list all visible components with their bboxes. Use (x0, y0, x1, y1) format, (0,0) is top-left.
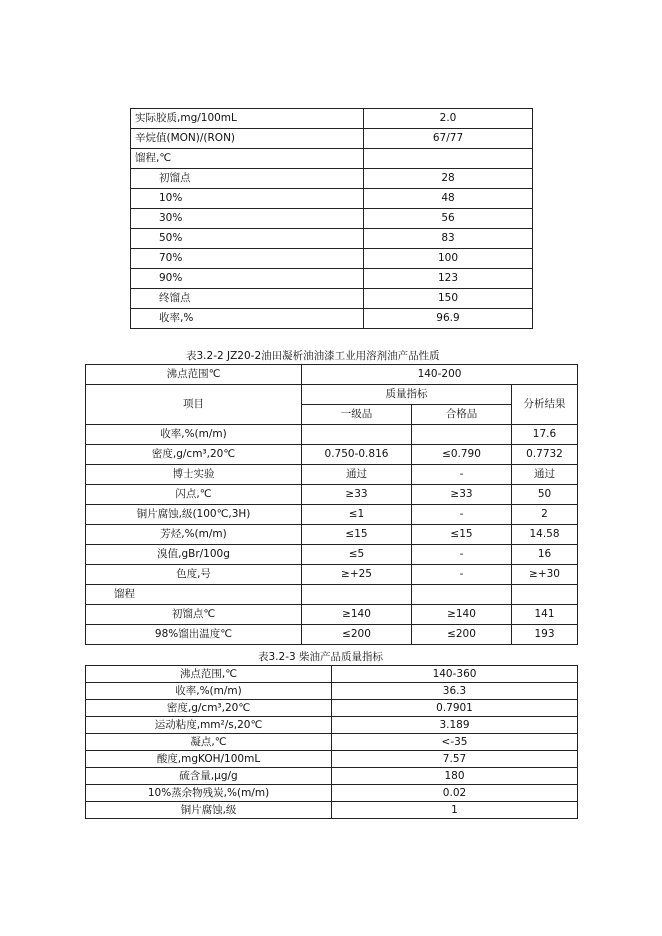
header-grade1: 一级品 (302, 405, 412, 425)
table-row (86, 445, 578, 465)
row-value: 48 (364, 189, 533, 209)
table-row (86, 734, 578, 751)
row-result: ≥+30 (512, 565, 578, 585)
row-item: 30% (131, 209, 364, 229)
row-grade2: ≤15 (412, 525, 512, 545)
table-row (131, 109, 533, 129)
table-row (86, 605, 578, 625)
row-grade1: ≤5 (302, 545, 412, 565)
row-result: 141 (512, 605, 578, 625)
row-value: 83 (364, 229, 533, 249)
row-grade2: - (412, 545, 512, 565)
row-value: 56 (364, 209, 533, 229)
row-grade1: ≥33 (302, 485, 412, 505)
row-item: 密度,g/cm³,20℃ (86, 445, 302, 465)
row-grade2: ≤0.790 (412, 445, 512, 465)
header-item: 项目 (86, 385, 302, 425)
table-row (131, 249, 533, 269)
header-row-1 (86, 385, 578, 405)
table-row (86, 717, 578, 734)
row-item: 50% (131, 229, 364, 249)
row-item: 闪点,℃ (86, 485, 302, 505)
boiling-range-label: 沸点范围℃ (86, 365, 302, 385)
row-item: 10% (131, 189, 364, 209)
table2-caption: 表3.2-2 JZ20-2油田凝析油油漆工业用溶剂油产品性质 (186, 350, 440, 362)
row-grade1: ≥140 (302, 605, 412, 625)
row-grade2: ≥140 (412, 605, 512, 625)
row-item: 馏程,℃ (131, 149, 364, 169)
row-value: 0.02 (332, 785, 578, 802)
row-grade2: ≤200 (412, 625, 512, 645)
row-grade1: ≤15 (302, 525, 412, 545)
row-grade1: ≤1 (302, 505, 412, 525)
row-item: 收率,%(m/m) (86, 683, 332, 700)
row-value: 150 (364, 289, 533, 309)
row-item: 辛烷值(MON)/(RON) (131, 129, 364, 149)
row-item: 70% (131, 249, 364, 269)
row-result: 17.6 (512, 425, 578, 445)
boiling-range-value: 140-200 (302, 365, 578, 385)
row-item: 溴值,gBr/100g (86, 545, 302, 565)
row-grade1: ≤200 (302, 625, 412, 645)
row-result (512, 585, 578, 605)
table-row (86, 545, 578, 565)
table-row (86, 505, 578, 525)
row-result: 193 (512, 625, 578, 645)
table3-caption: 表3.2-3 柴油产品质量指标 (258, 651, 384, 663)
table-row (86, 425, 578, 445)
solvent-oil-properties-table (85, 364, 578, 645)
table-row (131, 269, 533, 289)
row-item: 初馏点℃ (86, 605, 302, 625)
table-row (86, 666, 578, 683)
header-quality: 质量指标 (302, 385, 512, 405)
row-result: 通过 (512, 465, 578, 485)
row-grade2 (412, 585, 512, 605)
row-value: <-35 (332, 734, 578, 751)
row-item: 芳烃,%(m/m) (86, 525, 302, 545)
table-row (86, 683, 578, 700)
row-item: 铜片腐蚀,级 (86, 802, 332, 819)
header-grade2: 合格品 (412, 405, 512, 425)
row-grade2: ≥33 (412, 485, 512, 505)
table-row (86, 785, 578, 802)
diesel-quality-table (85, 665, 578, 819)
row-item: 10%蒸余物残炭,%(m/m) (86, 785, 332, 802)
row-value: 1 (332, 802, 578, 819)
row-grade2: - (412, 465, 512, 485)
table-row (131, 149, 533, 169)
row-item: 色度,号 (86, 565, 302, 585)
row-value: 96.9 (364, 309, 533, 329)
table-row (131, 129, 533, 149)
row-result: 16 (512, 545, 578, 565)
table-row (86, 751, 578, 768)
row-item: 90% (131, 269, 364, 289)
row-value: 140-360 (332, 666, 578, 683)
table-row (86, 700, 578, 717)
table-row (86, 465, 578, 485)
row-item: 酸度,mgKOH/100mL (86, 751, 332, 768)
table-row (86, 525, 578, 545)
row-grade2 (412, 425, 512, 445)
row-item: 收率,% (131, 309, 364, 329)
row-result: 14.58 (512, 525, 578, 545)
table-row (86, 585, 578, 605)
row-value: 7.57 (332, 751, 578, 768)
table-row (131, 309, 533, 329)
row-grade2: - (412, 505, 512, 525)
row-item: 收率,%(m/m) (86, 425, 302, 445)
table-row (86, 802, 578, 819)
row-result: 0.7732 (512, 445, 578, 465)
row-item: 沸点范围,℃ (86, 666, 332, 683)
table-row (86, 768, 578, 785)
row-grade1: ≥+25 (302, 565, 412, 585)
row-value: 2.0 (364, 109, 533, 129)
row-value: 0.7901 (332, 700, 578, 717)
row-item: 初馏点 (131, 169, 364, 189)
table-row (86, 625, 578, 645)
row-result: 2 (512, 505, 578, 525)
row-item: 密度,g/cm³,20℃ (86, 700, 332, 717)
row-value: 3.189 (332, 717, 578, 734)
row-value: 180 (332, 768, 578, 785)
row-grade1: 通过 (302, 465, 412, 485)
row-item: 98%馏出温度℃ (86, 625, 302, 645)
row-value: 28 (364, 169, 533, 189)
boiling-range-row (86, 365, 578, 385)
row-value (364, 149, 533, 169)
row-grade1: 0.750-0.816 (302, 445, 412, 465)
row-item: 实际胶质,mg/100mL (131, 109, 364, 129)
header-result: 分析结果 (512, 385, 578, 425)
row-value: 100 (364, 249, 533, 269)
gasoline-properties-table (130, 108, 533, 329)
table-row (131, 229, 533, 249)
row-item: 馏程 (86, 585, 302, 605)
row-item: 硫含量,μg/g (86, 768, 332, 785)
row-item: 博士实验 (86, 465, 302, 485)
row-item: 铜片腐蚀,级(100℃,3H) (86, 505, 302, 525)
table-row (131, 169, 533, 189)
row-item: 终馏点 (131, 289, 364, 309)
row-value: 67/77 (364, 129, 533, 149)
row-value: 123 (364, 269, 533, 289)
row-grade1 (302, 425, 412, 445)
table-row (131, 189, 533, 209)
row-grade1 (302, 585, 412, 605)
row-item: 运动粘度,mm²/s,20℃ (86, 717, 332, 734)
row-value: 36.3 (332, 683, 578, 700)
table-row (131, 209, 533, 229)
row-result: 50 (512, 485, 578, 505)
table-row (86, 485, 578, 505)
row-item: 凝点,℃ (86, 734, 332, 751)
row-grade2: - (412, 565, 512, 585)
table-row (131, 289, 533, 309)
table-row (86, 565, 578, 585)
